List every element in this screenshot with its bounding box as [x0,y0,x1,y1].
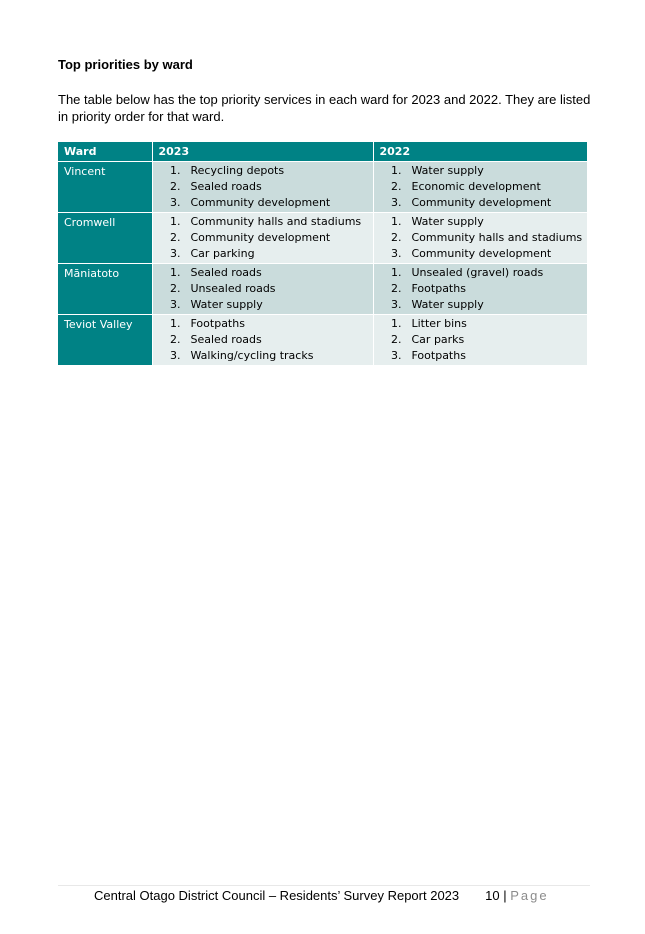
list-item [374,332,588,348]
list-item [153,230,373,246]
item-number: 3. [170,349,181,362]
list-item [374,230,588,246]
item-number: 2. [170,180,181,193]
priorities-table [58,142,587,365]
list-item [153,348,373,364]
item-number: 1. [170,317,181,330]
priorities-2023-cell [152,264,373,315]
page-number: 10 [485,888,500,903]
table-header-row [58,142,587,162]
item-text: Footpaths [190,317,245,330]
priorities-2023-cell [152,213,373,264]
item-number: 2. [170,333,181,346]
priorities-2022-cell [373,213,587,264]
list-item [153,332,373,348]
item-text: Community halls and stadiums [190,215,362,228]
item-text: Community development [190,196,331,209]
list-item [374,214,588,230]
ward-name: Cromwell [58,213,152,264]
item-number: 2. [391,333,402,346]
item-number: 2. [391,231,402,244]
list-item [153,297,373,313]
item-number: 3. [391,298,402,311]
priorities-2022-cell [373,264,587,315]
item-number: 1. [391,215,402,228]
header-ward: Ward [58,142,152,162]
item-text: Water supply [411,298,484,311]
item-number: 1. [391,164,402,177]
priorities-2023-cell [152,162,373,213]
list-item [374,195,588,211]
list-item [153,246,373,262]
table-row [58,264,587,315]
table-row [58,315,587,366]
list-item [153,179,373,195]
item-text: Unsealed roads [190,282,276,295]
page-word: Page [510,888,549,903]
priorities-2022-cell [373,162,587,213]
item-text: Litter bins [411,317,467,330]
item-text: Community development [190,231,331,244]
list-item [374,348,588,364]
item-number: 1. [391,317,402,330]
ward-name: Vincent [58,162,152,213]
list-item [374,316,588,332]
item-text: Recycling depots [190,164,285,177]
item-text: Sealed roads [190,266,262,279]
item-text: Unsealed (gravel) roads [411,266,544,279]
item-number: 2. [391,180,402,193]
item-text: Community development [411,196,552,209]
list-item [374,297,588,313]
list-item [153,316,373,332]
item-number: 1. [170,164,181,177]
item-text: Footpaths [411,282,466,295]
ward-name: Māniatoto [58,264,152,315]
list-item [153,163,373,179]
footer-divider [58,885,590,886]
ward-name: Teviot Valley [58,315,152,366]
section-heading: Top priorities by ward [58,57,193,72]
table-row [58,162,587,213]
item-number: 2. [170,282,181,295]
item-number: 3. [170,298,181,311]
item-number: 1. [391,266,402,279]
item-number: 3. [391,349,402,362]
item-number: 2. [170,231,181,244]
item-number: 2. [391,282,402,295]
item-text: Community halls and stadiums [411,231,583,244]
item-text: Water supply [411,164,484,177]
footer-title: Central Otago District Council – Residents’ Survey Report 2023 [94,888,460,903]
header-2023: 2023 [152,142,373,162]
item-text: Sealed roads [190,333,262,346]
item-text: Walking/cycling tracks [190,349,314,362]
intro-paragraph: The table below has the top priority services in each ward for 2023 and 2022. They are listed in priority order for that ward. [58,92,591,124]
item-number: 1. [170,266,181,279]
list-item [153,265,373,281]
list-item [153,281,373,297]
item-text: Water supply [190,298,263,311]
list-item [153,195,373,211]
item-number: 3. [170,196,181,209]
item-number: 1. [170,215,181,228]
item-number: 3. [391,196,402,209]
list-item [374,265,588,281]
item-number: 3. [391,247,402,260]
list-item [374,163,588,179]
item-text: Community development [411,247,552,260]
list-item [374,281,588,297]
item-text: Sealed roads [190,180,262,193]
item-text: Economic development [411,180,541,193]
list-item [374,179,588,195]
item-text: Footpaths [411,349,466,362]
list-item [374,246,588,262]
item-text: Water supply [411,215,484,228]
item-text: Car parking [190,247,255,260]
item-text: Car parks [411,333,465,346]
page-footer [94,888,549,903]
table-row [58,213,587,264]
list-item [153,214,373,230]
footer-separator: | [503,888,507,903]
priorities-2022-cell [373,315,587,366]
priorities-2023-cell [152,315,373,366]
item-number: 3. [170,247,181,260]
header-2022: 2022 [373,142,587,162]
